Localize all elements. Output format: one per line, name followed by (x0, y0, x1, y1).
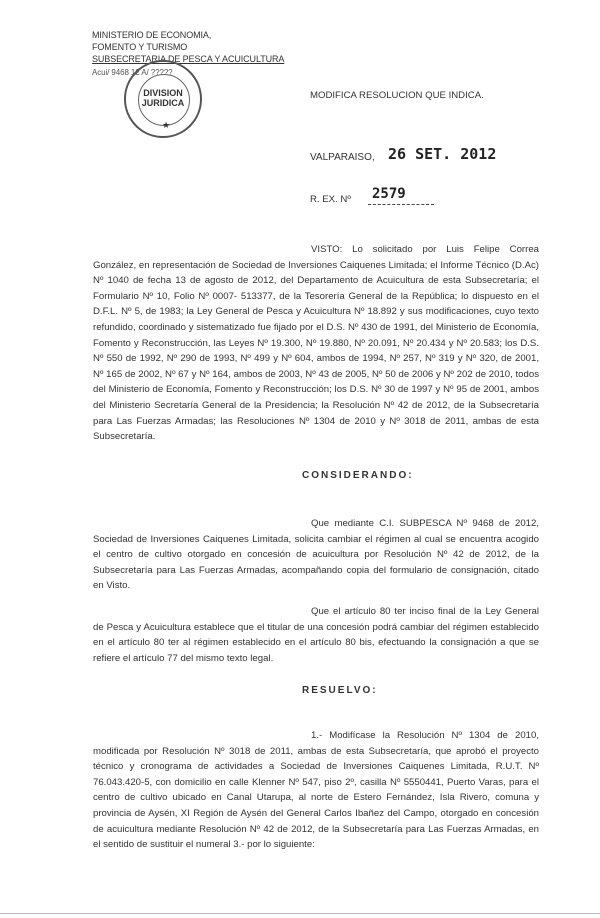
considerando-heading: CONSIDERANDO: (302, 470, 414, 481)
stamp-label (126, 88, 200, 108)
star-icon: ★ (162, 120, 171, 130)
ministry-name: MINISTERIO DE ECONOMIA, (92, 30, 212, 40)
ministry-subname: FOMENTO Y TURISMO (92, 42, 188, 52)
reference-code: Acui/ 9468 12 A/ ????? (92, 68, 173, 77)
division-juridica-stamp (124, 60, 202, 138)
rex-number: 2579 (372, 186, 406, 202)
handwritten-date: 26 SET. 2012 (388, 145, 497, 163)
visto-paragraph: VISTO: Lo solicitado por Luis Felipe Correa González, en representación de Sociedad de Inversiones Caiquenes Limitada; el Informe Técnico (D.Ac) Nº 1040 de fecha 13 de agosto de 2012, del Departamento de Acuicultura de esta Subsecretaría; el Formulario Nº 10, Folio Nº 0007- 513377, de la Tesorería General de la República; lo dispuesto en el D.F.L. Nº 5, de 1983; la Ley General de Pesca y Acuicultura Nº 18.892 y sus modificaciones, cuyo texto refundido, coordinado y sistematizado fue fijado por el D.S. Nº 430 de 1991, del Ministerio de Economía, Fomento y Reconstrucción, las Leyes Nº 19.300, Nº 19.880, Nº 20.091, Nº 20.434 y Nº 20.583; los D.S. Nº 550 de 1992, Nº 290 de 1993, Nº 499 y Nº 604, ambos de 1994, Nº 257, Nº 319 y Nº 320, de 2001, Nº 165 de 2002, Nº 67 y Nº 164, ambos de 2003, Nº 43 de 2005, Nº 50 de 2006 y Nº 202 de 2010, todos del Ministerio de Economía, Fomento y Reconstrucción; los D.S. Nº 30 de 1997 y Nº 95 de 2001, ambos del Ministerio Secretaría General de la Presidencia; la Resolución Nº 42 de 2012, de la Subsecretaría para Las Fuerzas Armadas; las Resoluciones Nº 1304 de 2010 y Nº 3018 de 2011, ambas de esta Subsecretaría. (93, 244, 539, 443)
resuelvo-paragraph-1: 1.- Modifícase la Resolución Nº 1304 de 2010, modificada por Resolución Nº 3018 de 2011, ambas de esta Subsecretaría, que aprobó el proyecto técnico y cronograma de actividades a Sociedad de Inversiones Caiquenes Limitada, R.U.T. Nº 76.043.420-5, con domicilio en calle Klenner Nº 547, piso 2º, casilla Nº 5550441, Puerto Varas, para el centro de cultivo ubicado en Canal Utarupa, al norte de Estero Fernández, Isla Rivero, comuna y provincia de Aysén, XI Región de Aysén del General Carlos Ibañez del Campo, otorgado en concesión de acuicultura mediante Resolución Nº 42 de 2012, de la Subsecretaría para Las Fuerzas Armadas, en el sentido de sustituir el numeral 3.- por lo siguiente: (93, 730, 539, 851)
page-bottom-edge (0, 913, 600, 914)
subject-line: MODIFICA RESOLUCION QUE INDICA. (310, 90, 484, 101)
place-label: VALPARAISO, (310, 152, 375, 163)
considerando-paragraph-2: Que el artículo 80 ter inciso final de la Ley General de Pesca y Acuicultura establece que el titular de una concesión podrá cambiar del régimen establecido en el artículo 80 ter al régimen establecido en el artículo 80 bis, efectuando la consignación a que se refiere el artículo 77 del mismo texto legal. (93, 606, 539, 664)
rex-label: R. EX. Nº (310, 194, 351, 205)
stamp-line-2: JURIDICA (141, 98, 185, 108)
subsecretaria-name: SUBSECRETARIA DE PESCA Y ACUICULTURA (92, 54, 285, 64)
considerando-paragraph-1: Que mediante C.I. SUBPESCA Nº 9468 de 2012, Sociedad de Inversiones Caiquenes Limitada, solicita cambiar el régimen al cual se encuentra acogido el centro de cultivo otorgado en concesión de acuicultura por Resolución Nº 42 de 2012, de la Subsecretaría para Las Fuerzas Armadas, acompañando copia del formulario de consignación, citado en Visto. (93, 518, 539, 592)
stamp-line-1: DIVISION (143, 88, 183, 98)
rex-number-underline (368, 204, 434, 205)
resuelvo-heading: RESUELVO: (302, 685, 378, 696)
